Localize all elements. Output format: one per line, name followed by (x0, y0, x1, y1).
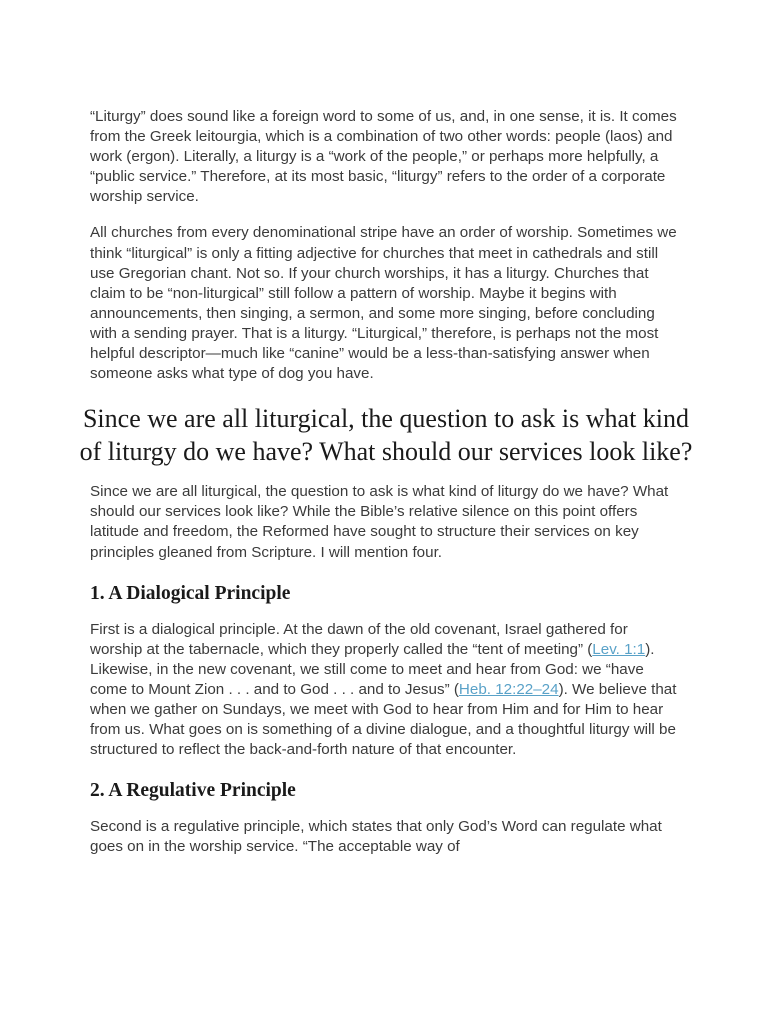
paragraph-text-segment: ). We believe that when we gather on Sundays, we meet with God to hear from Him and for Him to hear from us. What goes on is something of a divine dialogue, and a thoughtful liturgy will be structured to reflect the back-and-forth nature of that encounter. (90, 680, 677, 759)
heading-dialogical-principle: 1. A Dialogical Principle (90, 582, 291, 604)
paragraph-text-segment: ). Likewise, in the new covenant, we still come to meet and hear from God: we “have come to Mount Zion . . . and to God . . . and to Jesus” ( (90, 640, 655, 698)
paragraph-liturgy-definition: “Liturgy” does sound like a foreign word to some of us, and, in one sense, it is. It comes from the Greek leitourgia, which is a combination of two other words: people (laos) and work (ergon). Literally, a liturgy is a “work of the people,” or perhaps more helpfully, a “public service.” Therefore, at its most basic, “liturgy” refers to the order of a corporate worship service. (90, 108, 677, 206)
paragraph-order-of-worship: All churches from every denominational stripe have an order of worship. Sometimes we think “liturgical” is only a fitting adjective for churches that meet in cathedrals and still use Gregorian chant. Not so. If your church worships, it has a liturgy. Churches that claim to be “non-liturgical” still follow a pattern of worship. Maybe it begins with announcements, then singing, a sermon, and some more singing, before concluding with a sending prayer. That is a liturgy. “Liturgical,” therefore, is perhaps not the most helpful descriptor—much like “canine” would be a less-than-satisfying answer when someone asks what type of dog you have. (90, 224, 677, 383)
pull-quote: Since we are all liturgical, the question to ask is what kind of liturgy do we have? What should our services look like? (79, 404, 693, 467)
paragraph-dialogical-principle (90, 620, 682, 761)
paragraph-key-principles: Since we are all liturgical, the question to ask is what kind of liturgy do we have? What should our services look like? While the Bible’s relative silence on this point offers latitude and freedom, the Reformed have sought to structure their services on key principles gleaned from Scripture. I will mention four. (90, 483, 669, 561)
article-body (79, 107, 693, 857)
paragraph-regulative-principle: Second is a regulative principle, which states that only God’s Word can regulate what goes on in the worship service. “The acceptable way of (90, 818, 662, 856)
scripture-link-heb[interactable]: Heb. 12:22–24 (458, 680, 559, 698)
scripture-link-lev[interactable]: Lev. 1:1 (592, 640, 646, 658)
paragraph-text-segment: First is a dialogical principle. At the dawn of the old covenant, Israel gathered for worship at the tabernacle, which they properly called the “tent of meeting” ( (90, 620, 628, 658)
heading-regulative-principle: 2. A Regulative Principle (90, 780, 296, 802)
